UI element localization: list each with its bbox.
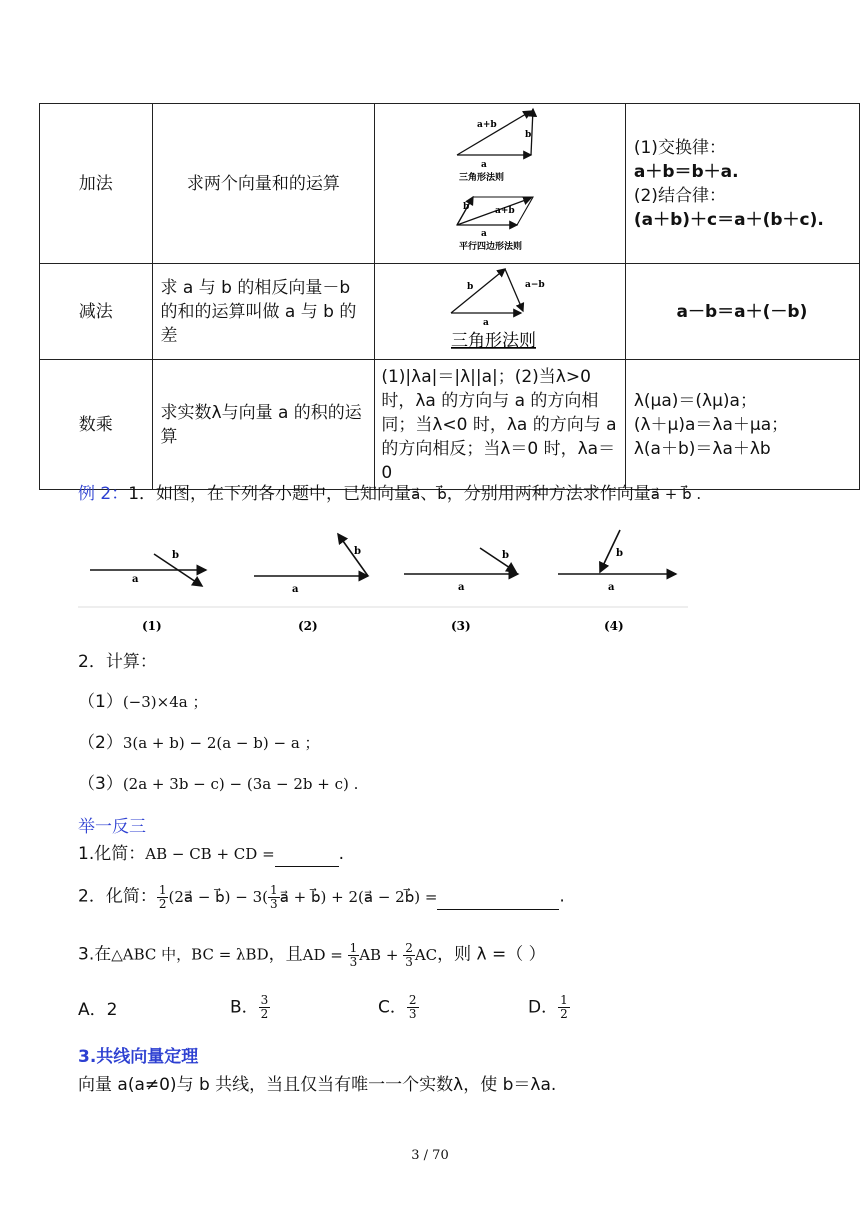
figure-label: (3) <box>451 619 471 633</box>
vec-a: a⃗ <box>411 485 421 503</box>
practice-tail: ，则 λ =（ ） <box>437 944 546 965</box>
law-line: a＋b＝b＋a. <box>633 161 739 182</box>
op-name: 减法 <box>40 264 153 360</box>
theorem-text: 向量 a(a≠0)与 b 共线，当且仅当有唯一一个实数λ，使 b＝λa. <box>78 1075 557 1095</box>
example2-figure <box>78 526 690 638</box>
page-number: 3 / 70 <box>411 1148 449 1163</box>
svg-text:a: a <box>608 582 615 593</box>
practice-1: 1.化简：AB − CB + CD = . <box>78 842 344 867</box>
addition-diagram-cell <box>375 104 626 264</box>
svg-text:b: b <box>616 548 623 559</box>
op-meaning: 求实数λ与向量 a 的积的运算 <box>152 360 375 490</box>
option-label: C． <box>378 997 407 1018</box>
practice-expr: $\frac{1}{2}$ (2a⃗ − b⃗) − 3( $\frac{1}{3}$ a⃗ + b⃗) + 2(a⃗ − 2b⃗) = <box>158 883 438 911</box>
table-row <box>40 264 860 360</box>
theorem-heading: 3.共线向量定理 <box>78 1047 199 1067</box>
svg-text:b: b <box>502 550 509 561</box>
option-num: 3 <box>260 993 269 1007</box>
option-num: 1 <box>560 993 568 1007</box>
sum-label-2: a+b <box>495 206 515 216</box>
subtraction-law <box>625 264 859 360</box>
condition-2: AD = $\frac{1}{3}$ AB + $\frac{2}{3}$ AC <box>302 941 438 969</box>
answer-blank <box>437 885 559 910</box>
a-label: a <box>483 318 489 328</box>
calc-expr: (−3)×4a ； <box>122 693 208 711</box>
practice-3 <box>78 942 546 969</box>
law-line: λ(a＋b)＝λa＋λb <box>633 438 771 459</box>
scalar-rule: (1)|λa|＝|λ||a|；(2)当λ>0 时，λa 的方向与 a 的方向相同；当λ<0 时，λa 的方向与 a 的方向相反；当λ＝0 时，λa＝0 <box>375 360 626 490</box>
op-name: 数乘 <box>40 360 153 490</box>
example2-question1 <box>78 482 701 506</box>
practice-title: 举一反三 <box>78 817 146 837</box>
option-label: B． <box>230 997 259 1018</box>
b-label: b <box>467 282 474 292</box>
op-meaning: 求两个向量和的运算 <box>152 104 375 264</box>
option-c[interactable] <box>378 994 419 1021</box>
practice-label: 3.在 <box>78 944 112 965</box>
triangle-ref: △ABC 中， <box>111 945 192 964</box>
practice-label: 2．化简： <box>78 886 157 907</box>
svg-text:a: a <box>132 574 139 585</box>
practice-2: 2．化简： $\frac{1}{2}$ (2a⃗ − b⃗) − 3( $\frac{1}{3}$ a⃗ + b⃗) + 2(a⃗ − 2b⃗) = . <box>78 883 565 911</box>
example-tag: 例 2： <box>78 484 129 504</box>
b-label-2: b <box>463 202 470 212</box>
sum-label: a+b <box>477 120 497 130</box>
table-row <box>40 104 860 264</box>
practice-expr: AB − CB + CD = <box>145 845 275 863</box>
caption-triangle: 三角形法则 <box>459 173 505 183</box>
svg-text:a: a <box>292 584 299 595</box>
option-a[interactable] <box>78 998 117 1022</box>
vec-b: b⃗ <box>437 485 447 503</box>
condition-1: BC = λBD <box>191 945 269 964</box>
sep: 、 <box>420 484 438 504</box>
caption-parallelogram: 平行四边形法则 <box>459 242 523 252</box>
svg-text:a: a <box>458 582 465 593</box>
law-line: a－b＝a＋(－b) <box>676 301 808 322</box>
calc-item <box>78 731 320 755</box>
question-text-tail: ，分别用两种方法求作向量 <box>446 484 651 504</box>
option-d[interactable] <box>528 994 570 1021</box>
addition-diagram <box>381 105 619 255</box>
calc-num: （3） <box>78 774 123 794</box>
table-row <box>40 360 860 490</box>
scalar-laws <box>625 360 859 490</box>
option-num: 2 <box>408 993 417 1007</box>
diff-label: a−b <box>525 280 545 290</box>
calc-item <box>78 772 358 796</box>
law-line: (λ＋μ)a＝λa＋μa； <box>633 414 789 435</box>
subtraction-diagram-cell <box>375 264 626 360</box>
op-meaning: 求 a 与 b 的相反向量－b 的和的运算叫做 a 与 b 的差 <box>152 264 375 360</box>
subtraction-diagram <box>381 265 619 351</box>
calc-expr: 3(a + b) − 2(a − b) − a ； <box>122 734 320 752</box>
caption-triangle: 三角形法则 <box>451 331 537 351</box>
vec-sum: a⃗ + b⃗ . <box>650 485 702 503</box>
option-den: 3 <box>408 1007 417 1021</box>
b-label: b <box>525 130 532 140</box>
law-line: (1)交换律： <box>633 137 726 158</box>
calc-num: （1） <box>78 692 123 712</box>
law-line: λ(μa)＝(λμ)a； <box>633 390 757 411</box>
svg-text:b: b <box>172 550 179 561</box>
figure-label: (1) <box>142 619 162 633</box>
a-label: a <box>481 160 487 170</box>
a-label-2: a <box>481 229 487 239</box>
practice-label: 1.化简： <box>78 844 146 864</box>
figure-label: (4) <box>604 619 624 633</box>
sep: ，且 <box>268 944 303 965</box>
option-label: A．2 <box>78 1000 118 1020</box>
addition-laws <box>625 104 859 264</box>
answer-blank <box>275 842 339 867</box>
option-b[interactable] <box>230 994 270 1021</box>
option-den: 2 <box>560 1007 568 1021</box>
option-label: D． <box>528 997 559 1018</box>
example2-question2: 2．计算： <box>78 652 157 672</box>
calc-expr: (2a + 3b − c) − (3a − 2b + c) . <box>122 775 359 793</box>
op-name: 加法 <box>40 104 153 264</box>
svg-text:b: b <box>354 546 361 557</box>
law-line: (2)结合律： <box>633 185 726 206</box>
option-den: 2 <box>260 1007 269 1021</box>
law-line: (a＋b)＋c＝a＋(b＋c). <box>633 209 824 230</box>
figure-label: (2) <box>298 619 318 633</box>
calc-num: （2） <box>78 733 123 753</box>
calc-item <box>78 690 207 714</box>
vector-operations-table <box>39 103 860 490</box>
question-text: 1．如图，在下列各小题中，已知向量 <box>128 484 412 504</box>
